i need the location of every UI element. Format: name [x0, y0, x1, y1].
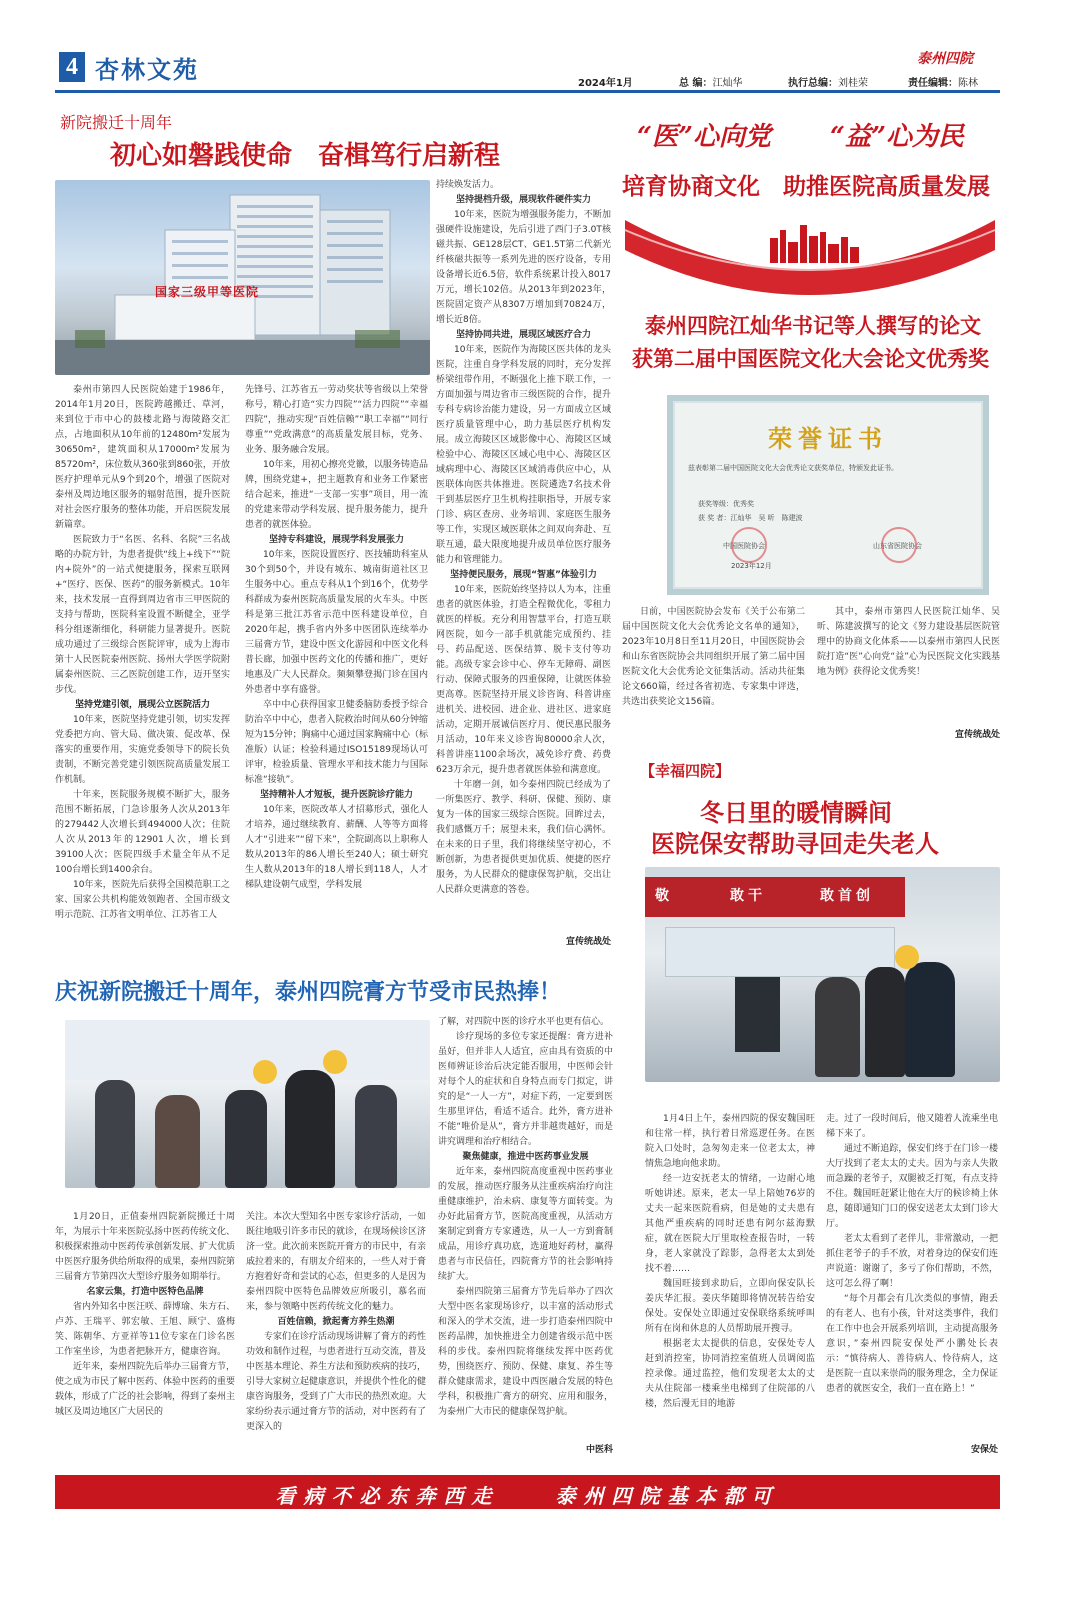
article2-byline: 宣传统战处: [954, 730, 1000, 740]
article1-col1-p3: 10年来，医院坚持党建引领，切实发挥党委把方向、管大局、做决策、促改革、保落实的重要作用，实施党委领导下的院长负责制，不断完善党建引领医院高质量发展工作机制。: [55, 715, 230, 785]
article3-col2-p2: 通过不断追踪，保安们终于在门诊一楼大厅找到了老太太的丈夫。因为与亲人失散而急躁的老爷子，双腿被乏打冤，有点支持不住。魏国旺赶紧让他在大厅的候诊椅上休息，随即通知门口的保安送老太太到门诊大厅。: [826, 1144, 998, 1229]
article1-byline: 宣传统战处: [565, 937, 611, 947]
article4-subhead-health: 聚焦健康，推进中医药事业发展: [462, 1152, 589, 1162]
building-sign: 国家三级甲等医院: [155, 285, 260, 299]
article4-subhead-experts: 名家云集，打造中医特色品牌: [86, 1287, 204, 1297]
article4-col2: [246, 1210, 426, 1482]
certificate-issuer-1: 中国医院协会: [723, 542, 765, 550]
security-guard-photo: [645, 867, 1000, 1082]
article2-subtitle-2: 获第二届中国医院文化大会论文优秀奖: [632, 346, 989, 371]
article1-subhead-party: 坚持党建引领，展现公立医院活力: [74, 700, 210, 710]
article1-subhead-regional: 坚持协同共进，展现区域医疗合力: [455, 330, 591, 340]
article1-col2-p2: 10年来，用初心擦亮党徽，以服务铸造品牌，围绕党建+，把主题教育和业务工作紧密结合起来，推进“一支部一实事”项目，用一流的党建来带动学科发展、提升服务能力，提升患者的就医体验。: [245, 460, 428, 530]
article4-col1-p2: 省内外知名中医汪咲、薛博瑜、朱方石、卢苏、王瑞平、郭宏敏、王旭、顾宁、盛梅笑、陈朝华、方亚祥等11位专家在门诊名医工作室坐诊，为患者把脉开方，健康咨询。: [55, 1302, 235, 1357]
article1-subhead-hardware: 坚持提档升级，展现软件硬件实力: [455, 195, 591, 205]
person-guard: [905, 962, 955, 1077]
article1-col1-p1: 泰州市第四人民医院始建于1986年，2014年1月20日，医院跨越搬迁、草河，来到位于市中心的鼓楼北路与海陵路交汇点，占地面积从10年前的12480m²发展为30650m²，建筑面积从17000m²发展为85720m²，床位数从360张到860张，开放医疗护理单元从9个到20个，增强了医院对泰州及周边地区服务的辐射范围，提升医院对社会医疗服务的整体功能，开启医院发展新篇章。: [55, 385, 230, 530]
certificate-seal-1: [731, 527, 767, 563]
section-title: 杏林文苑: [95, 55, 199, 84]
article3-col1-p3: 魏国旺接到求助后，立即向保安队长姜庆华汇报。姜庆华随即将情况转告给安保处。安保处立即通过安保联络系统呼叫所有在岗和休息的人员帮助展开搜寻。: [645, 1279, 815, 1334]
hospital-building-photo: [55, 180, 430, 375]
certificate-date: 2023年12月: [731, 562, 772, 570]
article1-col3-p4: 10年来，医院始终坚持以人为本，注重患者的就医体验，打造全程微优化，零租力就医的样板。充分利用智慧平台，打造互联网医院，如今一部手机就能完成预约、挂号、药品配送、医保结算、脱卡支付等功能。高级专家会诊中心、停车无障碍、副医行动、保障式服务的四重保障，让就医体验更高尊。医院坚持开展义诊咨询、科普讲座进机关、进校园、进企业、进社区、进家庭活动，定期开展诚信医疗月、便民惠民服务月活动，10年来义诊咨询80000余人次，科普讲座1100余场次，减免诊疗费、药费623万余元，提升患者就医体验和满意度。: [436, 585, 611, 775]
article2-title: 培育协商文化 助推医院高质量发展: [622, 174, 990, 200]
certificate-authors: 获 奖 者：江灿华 吴 昕 陈建波: [698, 514, 803, 522]
privacy-blur: [895, 945, 919, 969]
article1-kicker: 新院搬迁十周年: [60, 113, 173, 132]
article1-col2-p5: 10年来，医院改革人才招募形式，强化人才培养，通过继续教育、薪酬、人等等方面将人才“引进来”“留下来”，全院副高以上职称人数从2013年的86人增长至240人；硕士研究生人数从2013年的18人增长到118人，人才梯队建设朝气成型，学科发展: [245, 805, 428, 890]
article1-title: 初心如磐践使命 奋楫笃行启新程: [110, 141, 501, 171]
article2-col2: 其中，泰州市第四人民医院江灿华、吴昕、陈建波撰写的论文《努力建设基层医院管理中的协商文化体系——以泰州市第四人民医院打造“医”心向党“益”心为民医院文化实践基地为例》获得论文优秀奖！: [817, 607, 1000, 677]
article4-title: 庆祝新院搬迁十周年，泰州四院膏方节受市民热捧！: [55, 980, 562, 1005]
duty-editor: 责任编辑：陈林: [908, 78, 978, 89]
article1-col1-p2: 医院致力于“名医、名科、名院”三名战略的办院方针，为患者提供“线上+线下”“院内+院外”的一站式便捷服务，探索互联网+“医疗、医保、医药”的服务新模式。10年来，技术发展一直得到周边省市三甲医院的支持与帮助，医院科室设置不断健全，亚学科分组逐渐细化，科研能力显著提升。医院成功通过了三级综合医院评审，成为上海市第十人民医院泰州医院、扬州大学医学院附属泰州医院、三乙医院创建工作，迈开坚实步伐。: [55, 535, 230, 695]
article1-col2-p4: 卒中中心获得国家卫健委脑防委授予综合防治卒中中心，患者入院救治时间从60分钟缩短为15分钟；胸痛中心通过国家胸痛中心（标准版）认证；检验科通过ISO15189现场认可评审，检验质量、管理水平和技术能力与国际标准“接轨”。: [245, 700, 428, 785]
certificate-seal-2: [881, 527, 917, 563]
article1-col3: [436, 178, 611, 926]
person-a: [95, 1080, 135, 1188]
gaofang-festival-photo: [65, 1020, 430, 1188]
article4-col2-p1: 关注。本次大型知名中医专家诊疗活动，一如既往地吸引许多市民的就诊，在现场候诊区济济一堂。此次前来医院开膏方的市民中，有亲戚拉着来的，有朋友介绍来的，一些人对于膏方抱着好奇和尝试的心态，但更多的人是因为泰州四院中医特色品牌效应所吸引，慕名而来，参与领略中医药传统文化的魅力。: [246, 1212, 426, 1312]
article4-col3-p3: 近年来，泰州四院高度重视中医药事业的发展，推动医疗服务从注重疾病治疗向注重健康维护，治未病、康复等方面转变。为办好此届膏方节，医院高度重视，从活动方案制定到膏方专家遴选，从一人一方到膏制成品，用诊疗真功底，选道地好药材，赢得患者与市民信任，四院膏方节的社会影响持续扩大。: [438, 1167, 613, 1282]
article1-subhead-talent: 坚持精补人才短板，提升医院诊疗能力: [259, 790, 413, 800]
certificate-issuer-2: 山东省医院协会: [873, 542, 922, 550]
bg-wall: [65, 1020, 430, 1080]
building-illustration: [55, 180, 430, 375]
person-b: [155, 1095, 200, 1188]
article1-col3-p3: 10年来，医院作为海陵区医共体的龙头医院，注重自身学科发展的同时，充分发挥桥梁纽带作用，不断强化上推下联工作，一方面加强与周边省市三级医院的合作，提升专科专病诊治能力建设，另一方面成立区域医疗质量管理中心，助力基层医疗机构发展。成立海陵区区域影像中心、海陵区区域检验中心、海陵区区域心电中心、海陵区区域病理中心、海陵区区域消毒供应中心，从医联体向医共体推进。医院遴选7名技术骨干到基层医疗卫生机构挂职指导，开展专家门诊、病区查房、业务培训、家庭医生服务等工作，实现区域医联体之间双向奔赴、互联互通，最大限度地提升成员单位医疗服务能力和管理能力。: [436, 345, 611, 565]
article3-kicker: 【幸福四院】: [640, 762, 731, 780]
article4-col3-p4: 泰州四院第三届膏方节先后举办了四次大型中医名家现场诊疗，以丰富的活动形式和深入的学术交流，进一步打造泰州四院中医药品牌，加快推进全力创建省级示范中医科的步伐。泰州四院将继续发挥中医药优势，围绕医疗、预防、保健、康复、养生等群众健康需求，建设中西医融合发展的特色学科，积极推广膏方的研究、应用和服务，为泰州广大市民的健康保驾护航。: [438, 1287, 613, 1417]
issue-date: 2024年1月: [578, 78, 633, 89]
editor-chief: 总 编：江灿华: [679, 78, 743, 89]
article2-subtitle-1: 泰州四院江灿华书记等人撰写的论文: [645, 313, 981, 338]
article4-col3-p1: 了解，对四院中医的诊疗水平也更有信心。: [438, 1017, 610, 1027]
article4-byline: 中医科: [585, 1445, 613, 1455]
article3-col2-p4: “每个月都会有几次类似的事情，跑丢的有老人、也有小孩，针对这类事件，我们在工作中也会开展系列培训，主动提高服务意识，”泰州四院安保处严小鹏处长表示：“慎待病人、善待病人、怜待病人，这是医院一直以来崇尚的服务理念，全力保证患者的就医安全，我们一直在路上！”: [826, 1294, 998, 1394]
honor-certificate: [667, 395, 989, 595]
article1-subhead-specialty: 坚持专科建设，展现学科发展张力: [268, 535, 404, 545]
article3-col1-p2: 经一边安抚老太的情绪，一边耐心地听她讲述。原来，老太一早上陪她76岁的丈夫一起来医院看病，但是她的丈夫患有其他严重疾病的同时还患有阿尔兹海默症，就在医院大厅里取检查报告时，一转身，老人家就没了踪影，急得老太太到处找不着……: [645, 1174, 815, 1274]
masthead: [55, 48, 1000, 88]
article4-col3-p2: 诊疗现场的多位专家还提醒：膏方进补虽好，但并非人人适宜，应由具有资质的中医师辨证诊治后决定能否服用，中医师会针对每个人的症状和自身特点而专门拟定，讲究的是“一人一方”，对症下药，一定要到医生那里评估，看适不适合。此外，膏方进补不能“唯价是从”，膏方并非越贵越好，而是讲究调理和治疗相结合。: [438, 1032, 613, 1147]
article3-col2-p1: 走。过了一段时间后，他又随着人流乘坐电梯下来了。: [826, 1114, 998, 1139]
article1-col3-p2: 10年来，医院为增强服务能力，不断加强硬件设施建设，先后引进了西门子3.0T核磁共振、GE128层CT、GE1.5T第二代新光纤核磁共振等一系列先进的医疗设备，专用设备增长近6.5倍，软件系统累计投入8017万元，增长102倍。从2013年到2023年，医院固定资产从8307万增加到70824万，增长近8倍。: [436, 210, 611, 325]
banner-word-2: 敢干: [730, 888, 766, 904]
article1-col2-p1: 先锋号、江苏省五一劳动奖状等省级以上荣誉称号，精心打造“实力四院”“活力四院”“幸福四院”，推动实现“百姓信赖”“职工幸福”“同行尊重”“党政满意”的高质量发展目标，党务、业务、服务融合发展。: [245, 385, 428, 455]
article3-title-2: 医院保安帮助寻回走失老人: [651, 829, 939, 858]
article3-col2-p3: 老太太看到了老伴儿，非常激动，一把抓住老爷子的手不放，对着身边的保安们连声说道：谢谢了，多亏了你们帮助，不然，这可怎么得了啊！: [826, 1234, 998, 1289]
article3-col1: [645, 1112, 815, 1460]
person-elder: [815, 977, 860, 1077]
article4-col1-p3: 近年来，泰州四院先后举办三届膏方节，使之成为市民了解中医药、体验中医药的重要载体，形成了广泛的社会影响，得到了泰州主城区及周边地区广大居民的: [55, 1362, 235, 1417]
certificate-text: 兹表彰第二届中国医院文化大会优秀论文获奖单位，特颁发此证书。: [688, 464, 898, 472]
article4-col2-p2: 专家们在诊疗活动现场讲解了膏方的药性功效和制作过程，与患者进行互动交流，普及中医基本理论、养生方法和预防疾病的技巧，引导大家树立起健康意识，并提供个性化的健康咨询服务，受到了广大市民的热烈欢迎。大家纷纷表示通过膏方节的活动，对中医药有了更深入的: [246, 1332, 426, 1432]
banner-word-1: 敬: [655, 888, 669, 904]
skyline-decoration: [620, 200, 1000, 300]
person-woman: [865, 967, 905, 1077]
header-rule: [55, 90, 1000, 93]
exec-editor: 执行总编：刘桂荣: [788, 78, 868, 89]
hospital-logo-text: 泰州四院: [917, 51, 973, 67]
article2-slogan-1: “医”心向党: [637, 122, 771, 152]
counter-desk: [665, 927, 895, 977]
article2-col1: 日前，中国医院协会发布《关于公布第二届中国医院文化大会优秀论文名单的通知》，2023年10月8日至11月20日，中国医院协会和山东省医院协会共同组织开展了第二届中国医院文化大会优秀论文征集活动。活动共征集论文660篇，经过各省初选、专家集中评选，共选出获奖论文156篇。: [622, 607, 805, 707]
certificate-title: 荣誉证书: [768, 424, 888, 453]
article3-col2: [826, 1112, 998, 1442]
article3-col1-p4: 根据老太太提供的信息，安保处专人赶到消控室，协同消控室值班人员调阅监控录像。通过监控，他们发现老太太的丈夫从住院部一楼乘坐电梯到了住院部的八楼，然后漫无目的地游: [645, 1339, 815, 1409]
article1-col1: [55, 383, 230, 920]
article1-col1-p4: 十年来，医院服务规模不断扩大，服务范围不断拓展，门急诊服务人次从2013年的279442人次增长到494000人次；住院人次从2013年的12901人次，增长到39100人次；医院四级手术量全年从不足100台增长到1400余台。: [55, 790, 230, 875]
article3-col1-p1: 1月4日上午，泰州四院的保安魏国旺和往常一样，执行着日常巡逻任务。在医院入口处时，急匆匆走来一位老太太，神情焦急地向他求助。: [645, 1114, 815, 1169]
article4-col3: [438, 1015, 613, 1440]
article3-byline: 安保处: [970, 1445, 998, 1455]
kiosk-screen: [735, 977, 780, 1052]
certificate-award: 获奖等级：优秀奖: [698, 500, 754, 508]
page-number: 4: [59, 52, 85, 82]
footer-slogan: 看病不必东奔西走 泰州四院基本都可: [275, 1484, 780, 1508]
person-c: [225, 1090, 267, 1188]
article1-col1-p5: 10年来，医院先后获得全国模范职工之家、国家公共机构能效领跑者、全国市级文明示范院、江苏省文明单位、江苏省工人: [55, 880, 230, 920]
footer-banner: [55, 1475, 1000, 1509]
article1-col2-p3: 10年来，医院设置医疗、医技辅助科室从30个到50个，并设有城东、城南街道社区卫生服务中心。重点专科从1个到16个，优势学科群成为泰州医院高质量发展的火车头。中医科是第三批江苏省示范中医科建设单位，自2020年起，携手省内外多中医团队连续举办三届膏方节，建设中医文化游园和中医文化科普长廊，加强中医药文化的传播和推广，更好地惠及广大人民群众。频频攀登揭门诊在国内外患者中享有盛誉。: [245, 550, 428, 695]
article4-col1-p1: 1月20日，正值泰州四院新院搬迁十周年，为展示十年来医院弘扬中医药传统文化、积极探索推动中医药传承创新发展、扩大优质中医医疗服务供给所取得的成果，泰州四院第三届膏方节第四次大型诊疗服务如期举行。: [55, 1212, 235, 1282]
person-d: [285, 1070, 335, 1188]
article1-col3-p5: 十年磨一剑，如今泰州四院已经成为了一所集医疗、教学、科研、保健、预防、康复为一体的国家三级综合医院。回眸过去，我们感慨万千；展望未来，我们信心满怀。在未来的日子里，我们将继续坚守初心，不断创新，为患者提供更加优质、便捷的医疗服务，为人民群众的健康保驾护航，交出让人民群众更满意的答卷。: [436, 780, 611, 895]
person-e: [355, 1085, 397, 1188]
article4-subhead-trust: 百姓信赖，掀起膏方养生热潮: [277, 1317, 395, 1327]
article1-subhead-service: 坚持便民服务，展现“智惠”体验引力: [450, 570, 597, 580]
banner-word-3: 敢首创: [820, 888, 874, 904]
city-skyline-graphic: [620, 200, 1000, 300]
privacy-blur-1: [253, 1060, 277, 1084]
article3-title-1: 冬日里的暖情瞬间: [700, 798, 892, 827]
article4-col1: [55, 1210, 235, 1482]
article1-col2: [245, 383, 428, 920]
article1-col3-p1: 持续焕发活力。: [436, 180, 500, 190]
article2-slogan-2: “益”心为民: [830, 122, 964, 152]
privacy-blur-2: [323, 1050, 347, 1074]
